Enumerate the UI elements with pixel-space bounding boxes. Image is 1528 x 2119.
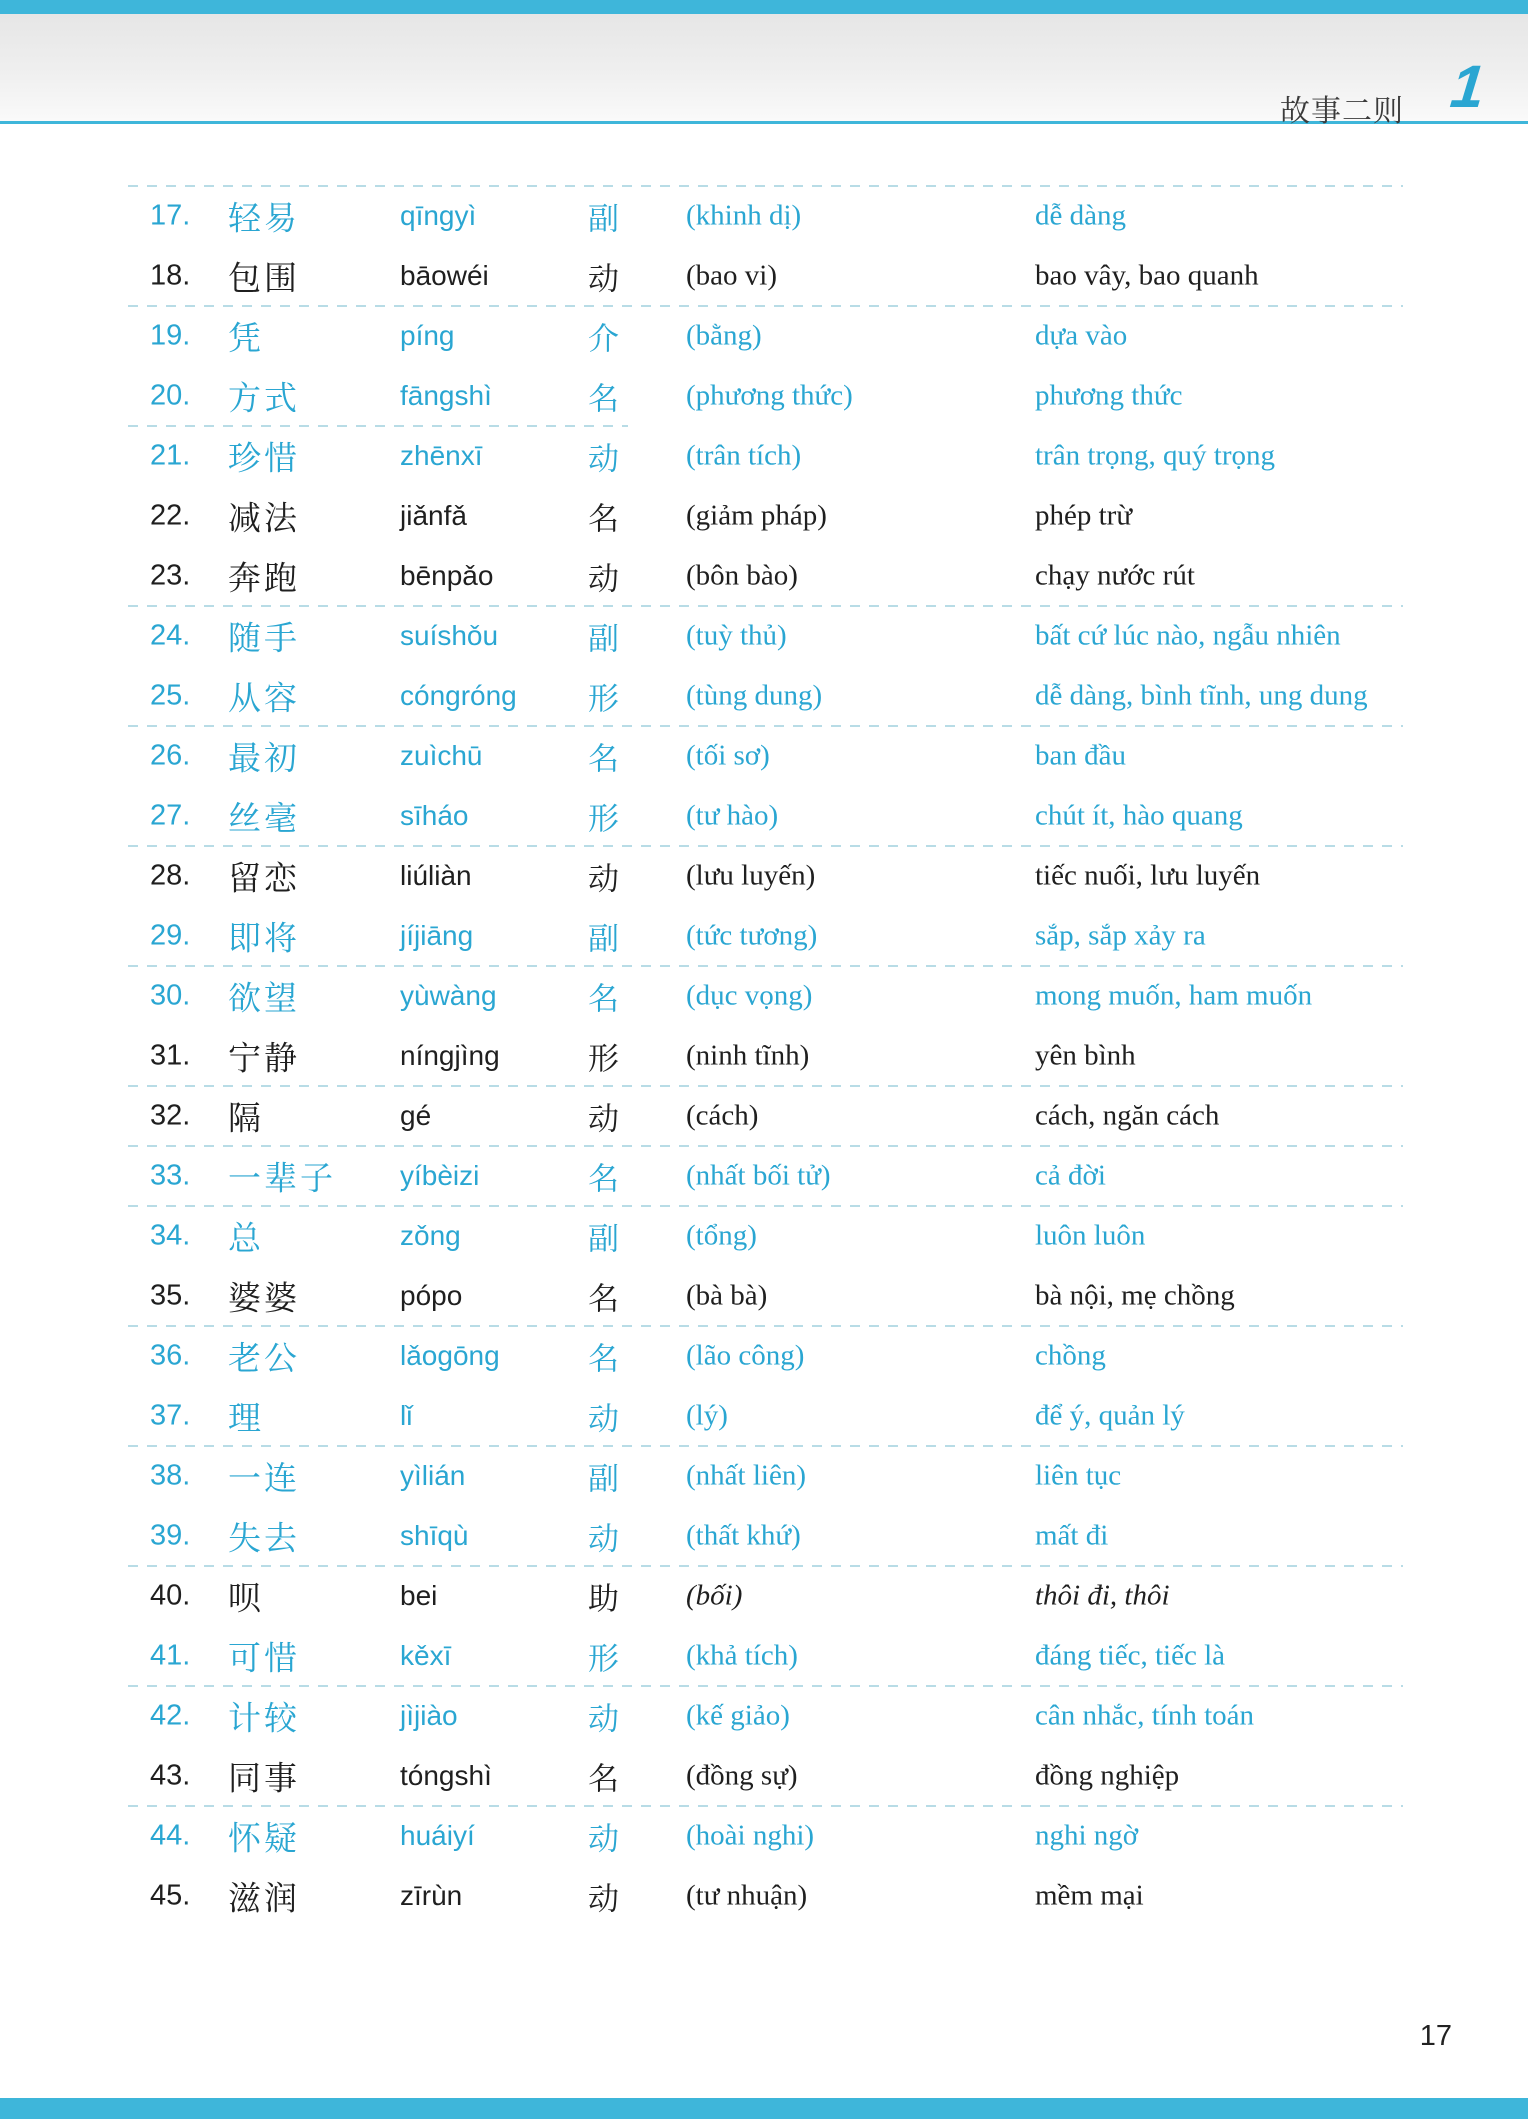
vocab-row <box>128 366 1403 426</box>
entry-pinyin: suíshǒu <box>400 620 499 651</box>
entry-part-of-speech: 形 <box>588 681 619 717</box>
entry-sino-vietnamese-reading: (đồng sự) <box>686 1759 798 1792</box>
vocab-row <box>128 966 1403 1026</box>
vocab-row <box>128 1026 1403 1086</box>
entry-word-hanzi: 总 <box>228 1219 264 1257</box>
entry-part-of-speech: 名 <box>588 1761 619 1797</box>
entry-number: 44. <box>150 1819 191 1852</box>
vocab-row <box>128 606 1403 666</box>
entry-word-hanzi: 失去 <box>228 1519 300 1557</box>
entry-sino-vietnamese-reading: (bao vi) <box>686 259 777 292</box>
entry-sino-vietnamese-reading: (tổng) <box>686 1219 757 1252</box>
entry-pinyin: lǐ <box>400 1400 413 1431</box>
entry-part-of-speech: 形 <box>588 1041 619 1077</box>
entry-vietnamese-meaning: dựa vào <box>1035 319 1128 352</box>
vocab-row <box>128 1626 1403 1686</box>
entry-number: 24. <box>150 619 191 652</box>
entry-pinyin: zhēnxī <box>400 440 483 471</box>
page-number: 17 <box>1419 2020 1452 2052</box>
vocab-row <box>128 1866 1403 1926</box>
entry-part-of-speech: 动 <box>588 561 619 597</box>
entry-vietnamese-meaning: trân trọng, quý trọng <box>1035 439 1276 472</box>
entry-sino-vietnamese-reading: (tuỳ thủ) <box>686 619 787 652</box>
entry-part-of-speech: 名 <box>588 741 619 777</box>
entry-sino-vietnamese-reading: (khả tích) <box>686 1639 798 1672</box>
vocab-row <box>128 1506 1403 1566</box>
entry-number: 22. <box>150 499 191 532</box>
entry-number: 35. <box>150 1279 191 1312</box>
entry-vietnamese-meaning: bà nội, mẹ chồng <box>1035 1279 1235 1312</box>
entry-pinyin: bāowéi <box>400 260 489 291</box>
entry-pinyin: lǎogōng <box>400 1340 500 1371</box>
entry-pinyin: jíjiāng <box>400 920 474 951</box>
vocab-row <box>128 1146 1403 1206</box>
entry-vietnamese-meaning: mềm mại <box>1035 1879 1144 1912</box>
entry-word-hanzi: 隔 <box>228 1099 264 1137</box>
entry-pinyin: pópo <box>400 1280 463 1311</box>
entry-sino-vietnamese-reading: (tối sơ) <box>686 739 770 772</box>
entry-number: 34. <box>150 1219 191 1252</box>
entry-pinyin: kěxī <box>400 1640 452 1671</box>
entry-sino-vietnamese-reading: (bôn bào) <box>686 559 798 592</box>
entry-vietnamese-meaning: đáng tiếc, tiếc là <box>1035 1639 1226 1672</box>
entry-number: 43. <box>150 1759 191 1792</box>
entry-part-of-speech: 动 <box>588 1521 619 1557</box>
entry-pinyin: zǒng <box>400 1220 461 1251</box>
entry-number: 26. <box>150 739 191 772</box>
vocab-row <box>128 426 1403 486</box>
entry-vietnamese-meaning: ban đầu <box>1035 739 1126 772</box>
entry-number: 45. <box>150 1879 191 1912</box>
entry-pinyin: jìjiào <box>400 1700 458 1731</box>
entry-pinyin: yùwàng <box>400 980 497 1011</box>
entry-vietnamese-meaning: dễ dàng <box>1035 199 1126 232</box>
entry-number: 31. <box>150 1039 191 1072</box>
entry-number: 23. <box>150 559 191 592</box>
vocab-row <box>128 1746 1403 1806</box>
vocab-row <box>128 1326 1403 1386</box>
entry-part-of-speech: 形 <box>588 801 619 837</box>
vocab-row <box>128 1566 1403 1626</box>
entry-word-hanzi: 一连 <box>228 1459 300 1497</box>
entry-pinyin: níngjìng <box>400 1040 500 1071</box>
entry-part-of-speech: 动 <box>588 1401 619 1437</box>
entry-vietnamese-meaning: nghi ngờ <box>1035 1819 1139 1852</box>
entry-number: 38. <box>150 1459 191 1492</box>
entry-part-of-speech: 动 <box>588 861 619 897</box>
entry-number: 40. <box>150 1579 191 1612</box>
vocab-row <box>128 246 1403 306</box>
entry-word-hanzi: 宁静 <box>228 1039 300 1077</box>
entry-sino-vietnamese-reading: (dục vọng) <box>686 979 813 1012</box>
entry-part-of-speech: 名 <box>588 1161 619 1197</box>
entry-vietnamese-meaning: dễ dàng, bình tĩnh, ung dung <box>1035 679 1368 712</box>
entry-word-hanzi: 可惜 <box>228 1639 300 1677</box>
entry-sino-vietnamese-reading: (khinh dị) <box>686 199 802 232</box>
entry-number: 29. <box>150 919 191 952</box>
entry-word-hanzi: 珍惜 <box>228 439 300 477</box>
vocab-row <box>128 1806 1403 1866</box>
entry-word-hanzi: 婆婆 <box>228 1279 300 1317</box>
vocab-row <box>128 846 1403 906</box>
entry-vietnamese-meaning: mong muốn, ham muốn <box>1035 979 1313 1012</box>
entry-part-of-speech: 动 <box>588 1821 619 1857</box>
entry-vietnamese-meaning: yên bình <box>1035 1039 1136 1072</box>
vocab-row <box>128 1206 1403 1266</box>
entry-vietnamese-meaning: cách, ngăn cách <box>1035 1099 1220 1132</box>
entry-number: 18. <box>150 259 191 292</box>
entry-sino-vietnamese-reading: (bà bà) <box>686 1279 768 1312</box>
entry-part-of-speech: 形 <box>588 1641 619 1677</box>
entry-part-of-speech: 名 <box>588 981 619 1017</box>
entry-sino-vietnamese-reading: (lão công) <box>686 1339 805 1372</box>
entry-sino-vietnamese-reading: (lý) <box>686 1399 728 1432</box>
entry-vietnamese-meaning: phương thức <box>1035 379 1183 412</box>
entry-sino-vietnamese-reading: (ninh tĩnh) <box>686 1039 810 1072</box>
entry-word-hanzi: 丝毫 <box>228 799 300 837</box>
entry-word-hanzi: 减法 <box>228 499 300 537</box>
vocab-row <box>128 1266 1403 1326</box>
entry-sino-vietnamese-reading: (tư hào) <box>686 799 779 832</box>
entry-part-of-speech: 副 <box>588 1461 619 1497</box>
entry-number: 28. <box>150 859 191 892</box>
entry-pinyin: sīháo <box>400 800 469 831</box>
entry-vietnamese-meaning: cả đời <box>1035 1159 1106 1192</box>
vocab-row <box>128 186 1403 246</box>
entry-number: 19. <box>150 319 191 352</box>
entry-vietnamese-meaning: chạy nước rút <box>1035 559 1195 592</box>
entry-pinyin: zīrùn <box>400 1880 463 1911</box>
entry-vietnamese-meaning: sắp, sắp xảy ra <box>1035 919 1206 952</box>
entry-word-hanzi: 一辈子 <box>228 1159 336 1197</box>
bottom-accent-bar <box>0 2098 1528 2119</box>
entry-part-of-speech: 动 <box>588 1101 619 1137</box>
entry-pinyin: píng <box>400 320 455 351</box>
vocab-row <box>128 486 1403 546</box>
entry-word-hanzi: 包围 <box>228 259 300 297</box>
entry-word-hanzi: 留恋 <box>228 859 300 897</box>
entry-word-hanzi: 凭 <box>228 319 264 357</box>
entry-part-of-speech: 副 <box>588 1221 619 1257</box>
entry-pinyin: tóngshì <box>400 1760 492 1791</box>
entry-sino-vietnamese-reading: (bối) <box>686 1579 743 1612</box>
entry-vietnamese-meaning: liên tục <box>1035 1459 1122 1492</box>
vocab-row <box>128 1446 1403 1506</box>
vocab-table <box>128 186 1403 1926</box>
entry-number: 17. <box>150 199 191 232</box>
entry-sino-vietnamese-reading: (cách) <box>686 1099 759 1132</box>
entry-vietnamese-meaning: để ý, quản lý <box>1035 1399 1185 1432</box>
entry-number: 37. <box>150 1399 191 1432</box>
entry-vietnamese-meaning: cân nhắc, tính toán <box>1035 1699 1255 1732</box>
entry-part-of-speech: 副 <box>588 621 619 657</box>
entry-pinyin: liúliàn <box>400 860 472 891</box>
entry-part-of-speech: 介 <box>588 321 619 357</box>
entry-part-of-speech: 名 <box>588 1281 619 1317</box>
entry-pinyin: zuìchū <box>400 740 483 771</box>
entry-vietnamese-meaning: đồng nghiệp <box>1035 1759 1180 1792</box>
entry-sino-vietnamese-reading: (tư nhuận) <box>686 1879 808 1912</box>
entry-number: 32. <box>150 1099 191 1132</box>
entry-word-hanzi: 最初 <box>228 739 300 777</box>
entry-word-hanzi: 随手 <box>228 619 300 657</box>
vocab-row <box>128 786 1403 846</box>
entry-part-of-speech: 名 <box>588 501 619 537</box>
entry-vietnamese-meaning: chút ít, hào quang <box>1035 799 1243 832</box>
entry-sino-vietnamese-reading: (nhất liên) <box>686 1459 806 1492</box>
entry-pinyin: shīqù <box>400 1520 469 1551</box>
vocab-row <box>128 1086 1403 1146</box>
entry-number: 20. <box>150 379 191 412</box>
entry-vietnamese-meaning: bao vây, bao quanh <box>1035 259 1259 292</box>
entry-vietnamese-meaning: mất đi <box>1035 1519 1109 1552</box>
lesson-number: 1 <box>1447 53 1488 120</box>
entry-pinyin: bēnpǎo <box>400 560 494 591</box>
entry-word-hanzi: 轻易 <box>228 199 300 237</box>
vocab-row <box>128 906 1403 966</box>
entry-number: 25. <box>150 679 191 712</box>
entry-word-hanzi: 呗 <box>228 1579 264 1617</box>
entry-vietnamese-meaning: chồng <box>1035 1339 1106 1372</box>
entry-vietnamese-meaning: tiếc nuối, lưu luyến <box>1035 859 1261 892</box>
entry-word-hanzi: 理 <box>228 1399 264 1437</box>
entry-number: 39. <box>150 1519 191 1552</box>
entry-sino-vietnamese-reading: (kế giảo) <box>686 1699 790 1732</box>
entry-word-hanzi: 怀疑 <box>228 1819 300 1857</box>
entry-number: 41. <box>150 1639 191 1672</box>
entry-pinyin: cóngróng <box>400 680 517 711</box>
entry-word-hanzi: 滋润 <box>228 1879 300 1917</box>
entry-pinyin: qīngyì <box>400 200 477 231</box>
entry-word-hanzi: 从容 <box>228 679 300 717</box>
entry-part-of-speech: 助 <box>588 1581 619 1617</box>
entry-number: 36. <box>150 1339 191 1372</box>
vocab-row <box>128 546 1403 606</box>
entry-sino-vietnamese-reading: (hoài nghi) <box>686 1819 815 1852</box>
entry-number: 27. <box>150 799 191 832</box>
entry-word-hanzi: 欲望 <box>228 979 300 1017</box>
entry-number: 42. <box>150 1699 191 1732</box>
entry-part-of-speech: 名 <box>588 381 619 417</box>
vocab-row <box>128 1386 1403 1446</box>
entry-part-of-speech: 动 <box>588 1701 619 1737</box>
entry-sino-vietnamese-reading: (nhất bối tử) <box>686 1159 831 1192</box>
entry-sino-vietnamese-reading: (bằng) <box>686 319 762 352</box>
chapter-title: 故事二则 <box>1280 95 1404 128</box>
vocab-row <box>128 1686 1403 1746</box>
entry-part-of-speech: 动 <box>588 441 619 477</box>
entry-pinyin: gé <box>400 1100 432 1131</box>
entry-pinyin: yìlián <box>400 1460 466 1491</box>
entry-vietnamese-meaning: luôn luôn <box>1035 1219 1146 1252</box>
entry-sino-vietnamese-reading: (phương thức) <box>686 379 853 412</box>
entry-number: 33. <box>150 1159 191 1192</box>
entry-vietnamese-meaning: bất cứ lúc nào, ngẫu nhiên <box>1035 619 1341 652</box>
entry-number: 21. <box>150 439 191 472</box>
page-header <box>0 14 1528 128</box>
entry-pinyin: jiǎnfǎ <box>400 500 467 531</box>
vocab-row <box>128 306 1403 366</box>
entry-word-hanzi: 计较 <box>228 1699 300 1737</box>
entry-word-hanzi: 同事 <box>228 1759 300 1797</box>
top-accent-bar <box>0 0 1528 14</box>
entry-sino-vietnamese-reading: (thất khứ) <box>686 1519 801 1552</box>
entry-part-of-speech: 副 <box>588 201 619 237</box>
entry-word-hanzi: 方式 <box>228 379 300 417</box>
entry-word-hanzi: 奔跑 <box>228 559 300 597</box>
entry-part-of-speech: 名 <box>588 1341 619 1377</box>
entry-vietnamese-meaning: phép trừ <box>1035 499 1133 532</box>
entry-vietnamese-meaning: thôi đi, thôi <box>1035 1579 1170 1612</box>
vocab-row <box>128 666 1403 726</box>
entry-part-of-speech: 动 <box>588 261 619 297</box>
entry-pinyin: bei <box>400 1580 438 1611</box>
entry-pinyin: fāngshì <box>400 380 492 411</box>
entry-sino-vietnamese-reading: (tức tương) <box>686 919 818 952</box>
entry-sino-vietnamese-reading: (lưu luyến) <box>686 859 816 892</box>
entry-word-hanzi: 即将 <box>228 919 300 957</box>
entry-part-of-speech: 动 <box>588 1881 619 1917</box>
entry-pinyin: yíbèizi <box>400 1160 480 1191</box>
entry-sino-vietnamese-reading: (giảm pháp) <box>686 499 827 532</box>
vocab-row <box>128 726 1403 786</box>
entry-number: 30. <box>150 979 191 1012</box>
entry-pinyin: huáiyí <box>400 1820 475 1851</box>
entry-word-hanzi: 老公 <box>228 1339 300 1377</box>
entry-sino-vietnamese-reading: (trân tích) <box>686 439 802 472</box>
entry-sino-vietnamese-reading: (tùng dung) <box>686 679 823 712</box>
entry-part-of-speech: 副 <box>588 921 619 957</box>
